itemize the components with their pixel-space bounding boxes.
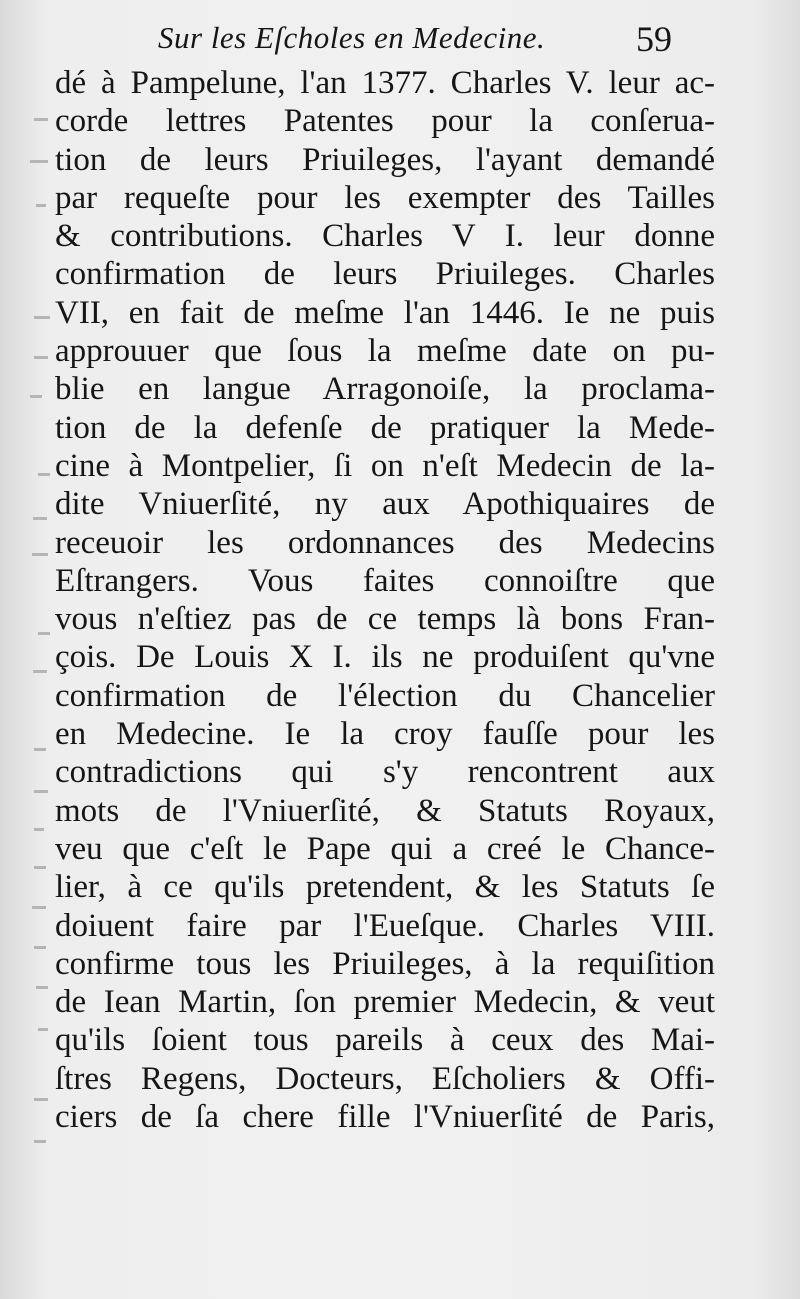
page-number: 59	[636, 19, 672, 59]
text-line: veu que c'eſt le Pape qui a creé le Chance-	[55, 830, 715, 867]
text-line: ſtres Regens, Docteurs, Eſcholiers & Offi-	[55, 1060, 715, 1097]
text-line: corde lettres Patentes pour la conſerua-	[55, 103, 715, 140]
text-line: approuuer que ſous la meſme date on pu-	[55, 333, 715, 370]
running-head: Sur les Eſcholes en Medecine.	[158, 20, 546, 55]
text-line: en Medecine. Ie la croy fauſſe pour les	[55, 716, 715, 753]
text-line: lier, à ce qu'ils pretendent, & les Statuts ſe	[55, 869, 715, 906]
text-line: dé à Pampelune, l'an 1377. Charles V. leur ac-	[55, 65, 715, 101]
text-line: confirmation de leurs Priuileges. Charles	[55, 256, 715, 293]
text-line: mots de l'Vniuerſité, & Statuts Royaux,	[55, 792, 715, 829]
text-line: de Iean Martin, ſon premier Medecin, & veut	[55, 984, 715, 1021]
text-line: & contributions. Charles V I. leur donne	[55, 218, 715, 255]
text-line: Eſtrangers. Vous faites connoiſtre que	[55, 562, 715, 599]
text-line: blie en langue Arragonoiſe, la proclama-	[55, 371, 715, 408]
text-line: tion de la defenſe de pratiquer la Mede-	[55, 409, 715, 446]
page-header	[0, 14, 800, 66]
text-line: qu'ils ſoient tous pareils à ceux des Mai-	[55, 1022, 715, 1059]
text-line: dite Vniuerſité, ny aux Apothiquaires de	[55, 486, 715, 523]
text-line: çois. De Louis X I. ils ne produiſent qu'vne	[55, 639, 715, 676]
text-line: par requeſte pour les exempter des Tailles	[55, 179, 715, 216]
text-line: confirme tous les Priuileges, à la requiſition	[55, 945, 715, 982]
text-line: receuoir les ordonnances des Medecins	[55, 524, 715, 561]
text-line: confirmation de l'élection du Chancelier	[55, 677, 715, 714]
text-line: vous n'eſtiez pas de ce temps là bons Fran-	[55, 601, 715, 638]
text-line: cine à Montpelier, ſi on n'eſt Medecin de la-	[55, 447, 715, 484]
text-line: ciers de ſa chere fille l'Vniuerſité de Paris,	[55, 1099, 715, 1136]
text-line: tion de leurs Priuileges, l'ayant demandé	[55, 141, 715, 178]
text-body	[55, 64, 715, 1136]
text-line: VII, en fait de meſme l'an 1446. Ie ne puis	[55, 294, 715, 331]
text-line: doiuent faire par l'Eueſque. Charles VIII.	[55, 907, 715, 944]
text-line: contradictions qui s'y rencontrent aux	[55, 754, 715, 791]
